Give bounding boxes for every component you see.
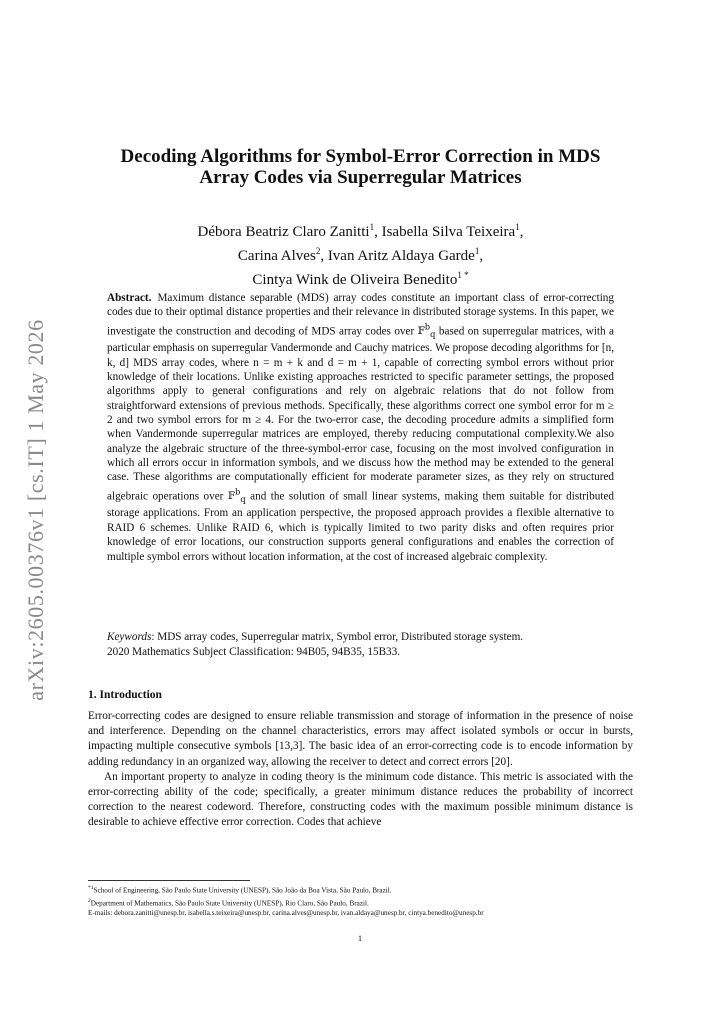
- author-line-2: [88, 242, 633, 266]
- footnotes: [88, 883, 633, 919]
- footnote-affiliation-1: $^{*1}$School of Engineering, São Paulo State University (UNESP), São João da Boa Vista, São Paulo, Brazil.: [88, 885, 392, 895]
- author-separator: ,: [519, 224, 524, 240]
- page-number: 1: [357, 933, 363, 943]
- paper-title: [88, 146, 633, 188]
- field-symbol: 𝔽$^b_q$: [417, 321, 436, 340]
- abstract-text-part-1: Maximum distance separable (MDS) array codes constitute an important class of error-correcting codes due to their optimal distance properties and their relevance in distributed storage systems. In this paper, we investigate the construction and decoding of MDS array codes over: [107, 292, 614, 338]
- author-name: Carina Alves: [237, 248, 316, 264]
- footnote-mark: *1: [88, 885, 94, 891]
- keywords-label: Keywords: [107, 631, 152, 643]
- arxiv-stamp: [16, 300, 56, 720]
- affiliation-mark: 1: [474, 246, 480, 256]
- keywords: [107, 630, 614, 645]
- author-name: Isabella Silva Teixeira: [381, 224, 516, 240]
- field-symbol: 𝔽$^b_q$: [227, 486, 246, 505]
- intro-paragraph-1: Error-correcting codes are designed to ensure reliable transmission and storage of information in the presence of noise and interference. Depending on the channel characteristics, errors may affect isolated symbols or occur in bursts, impacting multiple consecutive symbols [13,3]. The basic idea of an error-correcting code is to encode information by adding redundancy in an organized way, allowing the receiver to detect and correct errors [20].: [88, 710, 633, 768]
- author-name: Débora Beatriz Claro Zanitti: [197, 224, 370, 240]
- author-name: Ivan Aritz Aldaya Garde: [327, 248, 475, 264]
- author-list: [88, 218, 633, 290]
- affiliation-mark: 1 *: [457, 270, 469, 280]
- abstract: [107, 291, 614, 564]
- author-line-3: [88, 266, 633, 290]
- footnote-affiliation-2: $^2$Department of Mathematics, São Paulo State University (UNESP), Rio Claro, São Paulo, Brazil.: [88, 897, 369, 908]
- arxiv-identifier: arXiv:2605.00376v1 [cs.IT] 1 May 2026: [23, 319, 48, 701]
- intro-paragraph-2: An important property to analyze in coding theory is the minimum code distance. This metric is associated with the error-correcting ability of the code; specifically, a greater minimum distance reduces the probability of incorrect correction to the nearest codeword. Therefore, constructing codes with the maximum possible minimum distance is desirable to achieve effective error correction. Codes that achieve: [88, 770, 633, 829]
- author-separator: ,: [320, 248, 328, 264]
- author-separator: ,: [479, 248, 484, 264]
- affiliation-mark: 2: [315, 246, 321, 256]
- keywords-text: : MDS array codes, Superregular matrix, Symbol error, Distributed storage system.: [151, 631, 524, 643]
- introduction-body: [88, 709, 633, 831]
- title-line-1: Decoding Algorithms for Symbol-Error Correction in MDS: [120, 146, 601, 167]
- footnote-rule: [88, 880, 250, 881]
- author-name: Cintya Wink de Oliveira Benedito: [252, 272, 458, 288]
- section-heading-introduction: 1. Introduction: [88, 689, 162, 701]
- abstract-text-part-2: based on superregular matrices, with a particular emphasis on superregular Vandermonde and Cauchy matrices. We propose decoding algorithms for [n, k, d] MDS array codes, where n = m + k and d = m + 1, capable of correcting symbol errors without prior knowledge of their locations. Unlike existing approaches restricted to specific parameter settings, the proposed algorithms apply to general configurations and rely on algebraic relations that do not follow from straightforward extensions of previous methods. Specifically, these algorithms correct one symbol error for m ≥ 2 and two symbol errors for m ≥ 4. For the two-error case, the decoding procedure admits a simplified form when Vandermonde superregular matrices are employed, thereby reducing computational complexity.We also analyze the algebraic structure of the three-symbol-error case, focusing on the most involved configuration in which all errors occur in information symbols, and we discuss how the method may be extended to the general case. These algorithms are computationally efficient for moderate parameter sizes, as they rely on structured algebraic operations over: [107, 325, 615, 503]
- msc-classification: 2020 Mathematics Subject Classification: 94B05, 94B35, 15B33.: [107, 646, 401, 658]
- title-line-2: Array Codes via Superregular Matrices: [199, 167, 522, 188]
- abstract-text-part-3: and the solution of small linear systems, making them suitable for distributed storage applications. From an application perspective, the proposed approach provides a flexible alternative to RAID 6 schemes. Unlike RAID 6, which is typically limited to two parity disks and often requires prior knowledge of error locations, our construction supports general configurations and enables the correction of multiple symbol errors without location information, at the cost of increased algebraic complexity.: [107, 490, 614, 563]
- author-separator: ,: [374, 224, 382, 240]
- abstract-heading: Abstract.: [107, 292, 152, 304]
- footnote-mark: 2: [88, 897, 91, 904]
- author-line-1: [88, 218, 633, 242]
- affiliation-mark: 1: [515, 222, 520, 232]
- footnote-emails: E-mails: debora.zanitti@unesp.br, isabella.s.teixeira@unesp.br, carina.alves@unesp.br, ivan.aldaya@unesp.br, cintya.benedito@unesp.br: [88, 909, 484, 918]
- affiliation-mark: 1: [369, 222, 375, 232]
